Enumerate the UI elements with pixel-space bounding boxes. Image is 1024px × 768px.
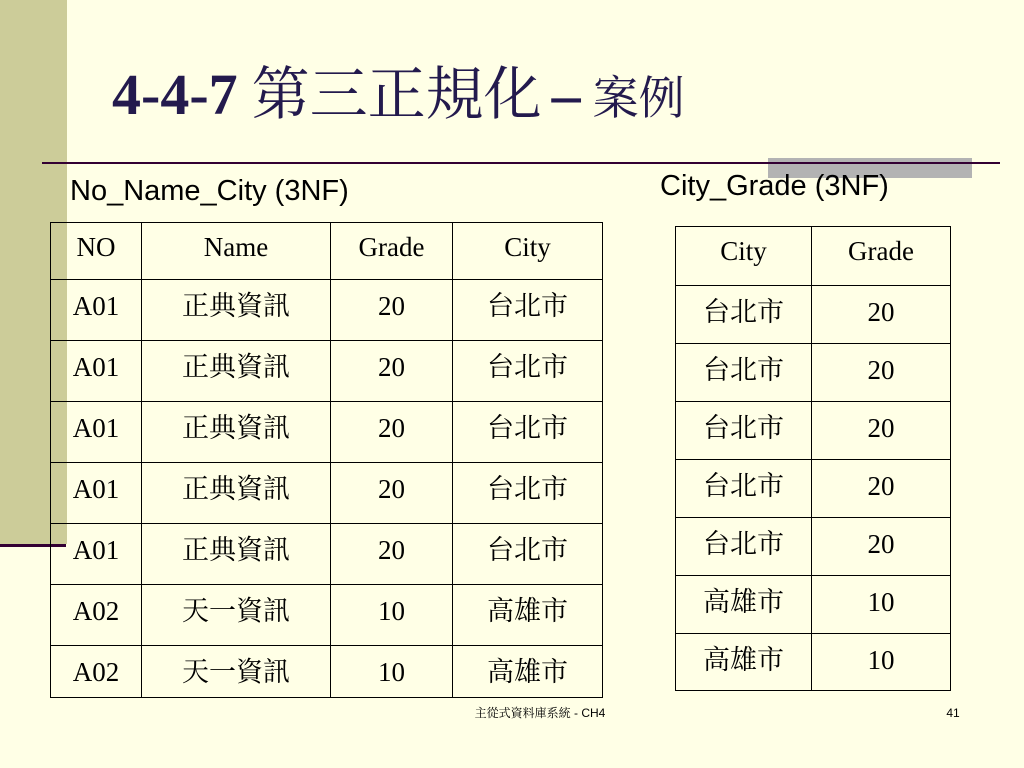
cell-name: 正典資訊 xyxy=(142,524,331,585)
table-row xyxy=(51,463,603,524)
cell-grade: 20 xyxy=(331,463,453,524)
table-header-row xyxy=(676,227,951,286)
cell-name: 天一資訊 xyxy=(142,646,331,698)
table-body xyxy=(51,280,603,698)
table-row xyxy=(676,286,951,344)
table-row xyxy=(51,585,603,646)
cell-name: 正典資訊 xyxy=(142,402,331,463)
table-row xyxy=(676,576,951,634)
table-row xyxy=(51,646,603,698)
table-header xyxy=(676,227,951,286)
table-row xyxy=(676,634,951,691)
table-row xyxy=(51,402,603,463)
cell-city: 台北市 xyxy=(453,463,603,524)
cell-city: 高雄市 xyxy=(453,646,603,698)
cell-city: 高雄市 xyxy=(453,585,603,646)
cell-grade: 10 xyxy=(812,576,951,634)
cell-grade: 20 xyxy=(812,286,951,344)
title-dash: – xyxy=(551,62,581,127)
cell-grade: 20 xyxy=(812,518,951,576)
cell-name: 天一資訊 xyxy=(142,585,331,646)
cell-name: 正典資訊 xyxy=(142,341,331,402)
table-caption-no-name-city: No_Name_City (3NF) xyxy=(70,175,349,207)
cell-grade: 20 xyxy=(812,402,951,460)
table-row xyxy=(51,341,603,402)
cell-city: 台北市 xyxy=(676,402,812,460)
table-caption-city-grade: City_Grade (3NF) xyxy=(660,170,889,202)
table-body xyxy=(676,286,951,691)
cell-no: A01 xyxy=(51,280,142,341)
title-subheading: 案例 xyxy=(592,73,685,124)
cell-grade: 20 xyxy=(331,341,453,402)
cell-no: A01 xyxy=(51,402,142,463)
column-header-grade: Grade xyxy=(331,223,453,280)
cell-city: 台北市 xyxy=(453,341,603,402)
cell-no: A01 xyxy=(51,524,142,585)
slide-title xyxy=(112,62,685,127)
cell-grade: 20 xyxy=(331,280,453,341)
cell-grade: 20 xyxy=(812,460,951,518)
title-divider-rule xyxy=(42,162,1000,164)
footer-page-number: 41 xyxy=(946,706,960,720)
cell-grade: 20 xyxy=(812,344,951,402)
cell-city: 高雄市 xyxy=(676,634,812,691)
city-grade-table xyxy=(675,226,951,691)
cell-name: 正典資訊 xyxy=(142,463,331,524)
cell-grade: 10 xyxy=(331,646,453,698)
table-row xyxy=(51,280,603,341)
column-header-city: City xyxy=(676,227,812,286)
table-row xyxy=(676,460,951,518)
footer-course-title: 主從式資料庫系統 - CH4 xyxy=(474,706,606,720)
cell-city: 高雄市 xyxy=(676,576,812,634)
cell-city: 台北市 xyxy=(676,518,812,576)
cell-no: A01 xyxy=(51,463,142,524)
cell-city: 台北市 xyxy=(676,286,812,344)
cell-city: 台北市 xyxy=(676,344,812,402)
title-heading: 第三正規化 xyxy=(251,62,542,127)
cell-grade: 10 xyxy=(812,634,951,691)
table-row xyxy=(676,344,951,402)
cell-city: 台北市 xyxy=(453,280,603,341)
no-name-city-table xyxy=(50,222,603,698)
cell-no: A02 xyxy=(51,646,142,698)
table-header xyxy=(51,223,603,280)
column-header-name: Name xyxy=(142,223,331,280)
cell-name: 正典資訊 xyxy=(142,280,331,341)
table-header-row xyxy=(51,223,603,280)
cell-no: A02 xyxy=(51,585,142,646)
cell-grade: 20 xyxy=(331,402,453,463)
title-section-number: 4-4-7 xyxy=(112,62,238,127)
column-header-grade: Grade xyxy=(812,227,951,286)
table-row xyxy=(676,518,951,576)
cell-grade: 10 xyxy=(331,585,453,646)
cell-city: 台北市 xyxy=(676,460,812,518)
cell-city: 台北市 xyxy=(453,402,603,463)
cell-no: A01 xyxy=(51,341,142,402)
cell-grade: 20 xyxy=(331,524,453,585)
table-row xyxy=(51,524,603,585)
table-row xyxy=(676,402,951,460)
cell-city: 台北市 xyxy=(453,524,603,585)
column-header-city: City xyxy=(453,223,603,280)
column-header-no: NO xyxy=(51,223,142,280)
